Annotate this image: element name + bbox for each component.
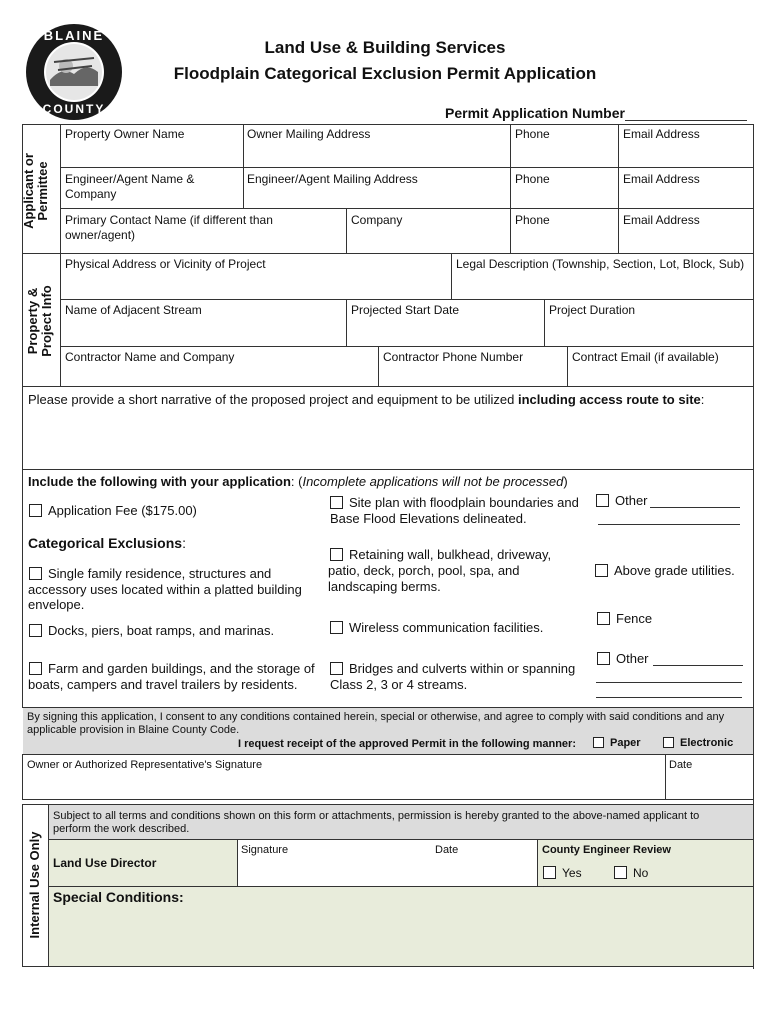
owner-email-field[interactable]: Email Address <box>623 127 700 141</box>
bridges-checkbox[interactable]: Bridges and culverts within or spanning <box>330 661 590 677</box>
exclusions-other-field[interactable] <box>653 665 743 666</box>
engineer-no-checkbox[interactable]: No <box>614 866 648 881</box>
receipt-label: I request receipt of the approved Permit in the following manner: <box>238 738 576 750</box>
adjacent-stream-field[interactable]: Name of Adjacent Stream <box>65 303 202 317</box>
application-fee-checkbox[interactable] <box>29 503 197 519</box>
narrative-prompt: Please provide a short narrative of the proposed project and equipment to be utilized including access route to site: <box>28 392 705 407</box>
site-plan-label-line2: Base Flood Elevations delineated. <box>330 511 527 526</box>
physical-address-field[interactable]: Physical Address or Vicinity of Project <box>65 257 266 271</box>
terms-text-line2: perform the work described. <box>53 823 190 835</box>
special-conditions-label: Special Conditions: <box>53 889 184 905</box>
projected-start-date-field[interactable]: Projected Start Date <box>351 303 460 317</box>
contact-company-field[interactable]: Company <box>351 213 403 227</box>
exclusions-other-field-line2[interactable] <box>596 682 742 683</box>
logo-text-top: BLAINE <box>43 28 105 43</box>
page-title: Land Use & Building Services <box>264 38 506 57</box>
retaining-wall-checkbox[interactable]: Retaining wall, bulkhead, driveway, <box>330 547 580 563</box>
owner-signature-field[interactable]: Owner or Authorized Representative's Signature <box>27 759 263 771</box>
engineer-email-field[interactable]: Email Address <box>623 172 700 186</box>
county-seal-logo <box>24 22 124 122</box>
retaining-wall-label-line3: landscaping berms. <box>328 579 441 594</box>
engineer-phone-field[interactable]: Phone <box>515 172 550 186</box>
terms-text-line1: Subject to all terms and conditions shown on this form or attachments, permission is hereby granted to the above-named applicant to <box>53 810 700 822</box>
director-signature-field[interactable]: Signature <box>241 844 289 856</box>
property-side-label: Property & Project Info <box>25 285 54 357</box>
owner-phone-field[interactable]: Phone <box>515 127 550 141</box>
site-plan-checkbox[interactable]: Site plan with floodplain boundaries and <box>330 495 590 511</box>
director-date-field[interactable]: Date <box>435 844 459 856</box>
single-family-label-line2: accessory uses located within a platted building <box>28 582 302 597</box>
contact-email-field[interactable]: Email Address <box>623 213 700 227</box>
exclusions-other-checkbox[interactable]: Other <box>597 651 649 667</box>
permit-number-label: Permit Application Number <box>445 105 625 121</box>
logo-text-bottom: COUNTY <box>42 102 106 116</box>
retaining-wall-label-line2: patio, deck, porch, pool, spa, and <box>328 563 520 578</box>
project-duration-field[interactable]: Project Duration <box>549 303 636 317</box>
consent-text-line2: applicable provision in Blaine County Code. <box>27 724 240 736</box>
permit-number-field[interactable] <box>625 120 747 121</box>
land-use-director-label: Land Use Director <box>53 856 157 870</box>
engineer-mailing-address-field[interactable]: Engineer/Agent Mailing Address <box>247 172 418 186</box>
contractor-phone-field[interactable]: Contractor Phone Number <box>383 350 524 364</box>
applicant-side-label: Applicant or Permittee <box>21 153 50 229</box>
contractor-name-field[interactable]: Contractor Name and Company <box>65 350 235 364</box>
engineer-yes-checkbox[interactable]: Yes <box>543 866 582 881</box>
page-subtitle: Floodplain Categorical Exclusion Permit Application <box>173 64 597 83</box>
include-heading: Include the following with your application: (Incomplete applications will not be processed) <box>28 474 568 489</box>
narrative-textarea[interactable] <box>24 412 752 468</box>
exclusions-heading: Categorical Exclusions: <box>28 535 186 551</box>
electronic-checkbox[interactable]: Electronic <box>663 737 733 750</box>
docks-checkbox[interactable]: Docks, piers, boat ramps, and marinas. <box>29 623 274 639</box>
include-other-field-line2[interactable] <box>598 524 740 525</box>
primary-contact-field[interactable]: Primary Contact Name (if different than owner/agent) <box>65 213 273 242</box>
single-family-checkbox[interactable]: Single family residence, structures and <box>29 566 319 582</box>
owner-signature-date-field[interactable]: Date <box>669 759 693 771</box>
application-fee-label: Application Fee ($175.00) <box>48 503 197 518</box>
include-other-field[interactable] <box>650 507 740 508</box>
contractor-email-field[interactable]: Contract Email (if available) <box>572 350 719 364</box>
wireless-checkbox[interactable]: Wireless communication facilities. <box>330 620 543 636</box>
exclusions-other-field-line3[interactable] <box>596 697 742 698</box>
farm-garden-checkbox[interactable]: Farm and garden buildings, and the storage of <box>29 661 329 677</box>
fence-checkbox[interactable]: Fence <box>597 611 652 627</box>
bridges-label-line2: Class 2, 3 or 4 streams. <box>330 677 468 692</box>
single-family-label-line3: envelope. <box>28 597 85 612</box>
property-owner-name-field[interactable]: Property Owner Name <box>65 127 185 141</box>
farm-garden-label-line2: boats, campers and travel trailers by residents. <box>28 677 298 692</box>
above-grade-utilities-checkbox[interactable]: Above grade utilities. <box>595 563 735 579</box>
contact-phone-field[interactable]: Phone <box>515 213 550 227</box>
county-engineer-label: County Engineer Review <box>542 844 671 856</box>
engineer-name-field[interactable]: Engineer/Agent Name & Company <box>65 172 195 201</box>
internal-use-side-label: Internal Use Only <box>27 831 42 939</box>
paper-checkbox[interactable]: Paper <box>593 737 641 750</box>
legal-description-field[interactable]: Legal Description (Township, Section, Lot, Block, Sub) <box>456 257 745 271</box>
owner-mailing-address-field[interactable]: Owner Mailing Address <box>247 127 371 141</box>
consent-text-line1: By signing this application, I consent to any conditions contained herein, special or otherwise, and agree to comply with said conditions and any <box>27 711 725 723</box>
include-other-checkbox[interactable]: Other <box>596 493 648 509</box>
